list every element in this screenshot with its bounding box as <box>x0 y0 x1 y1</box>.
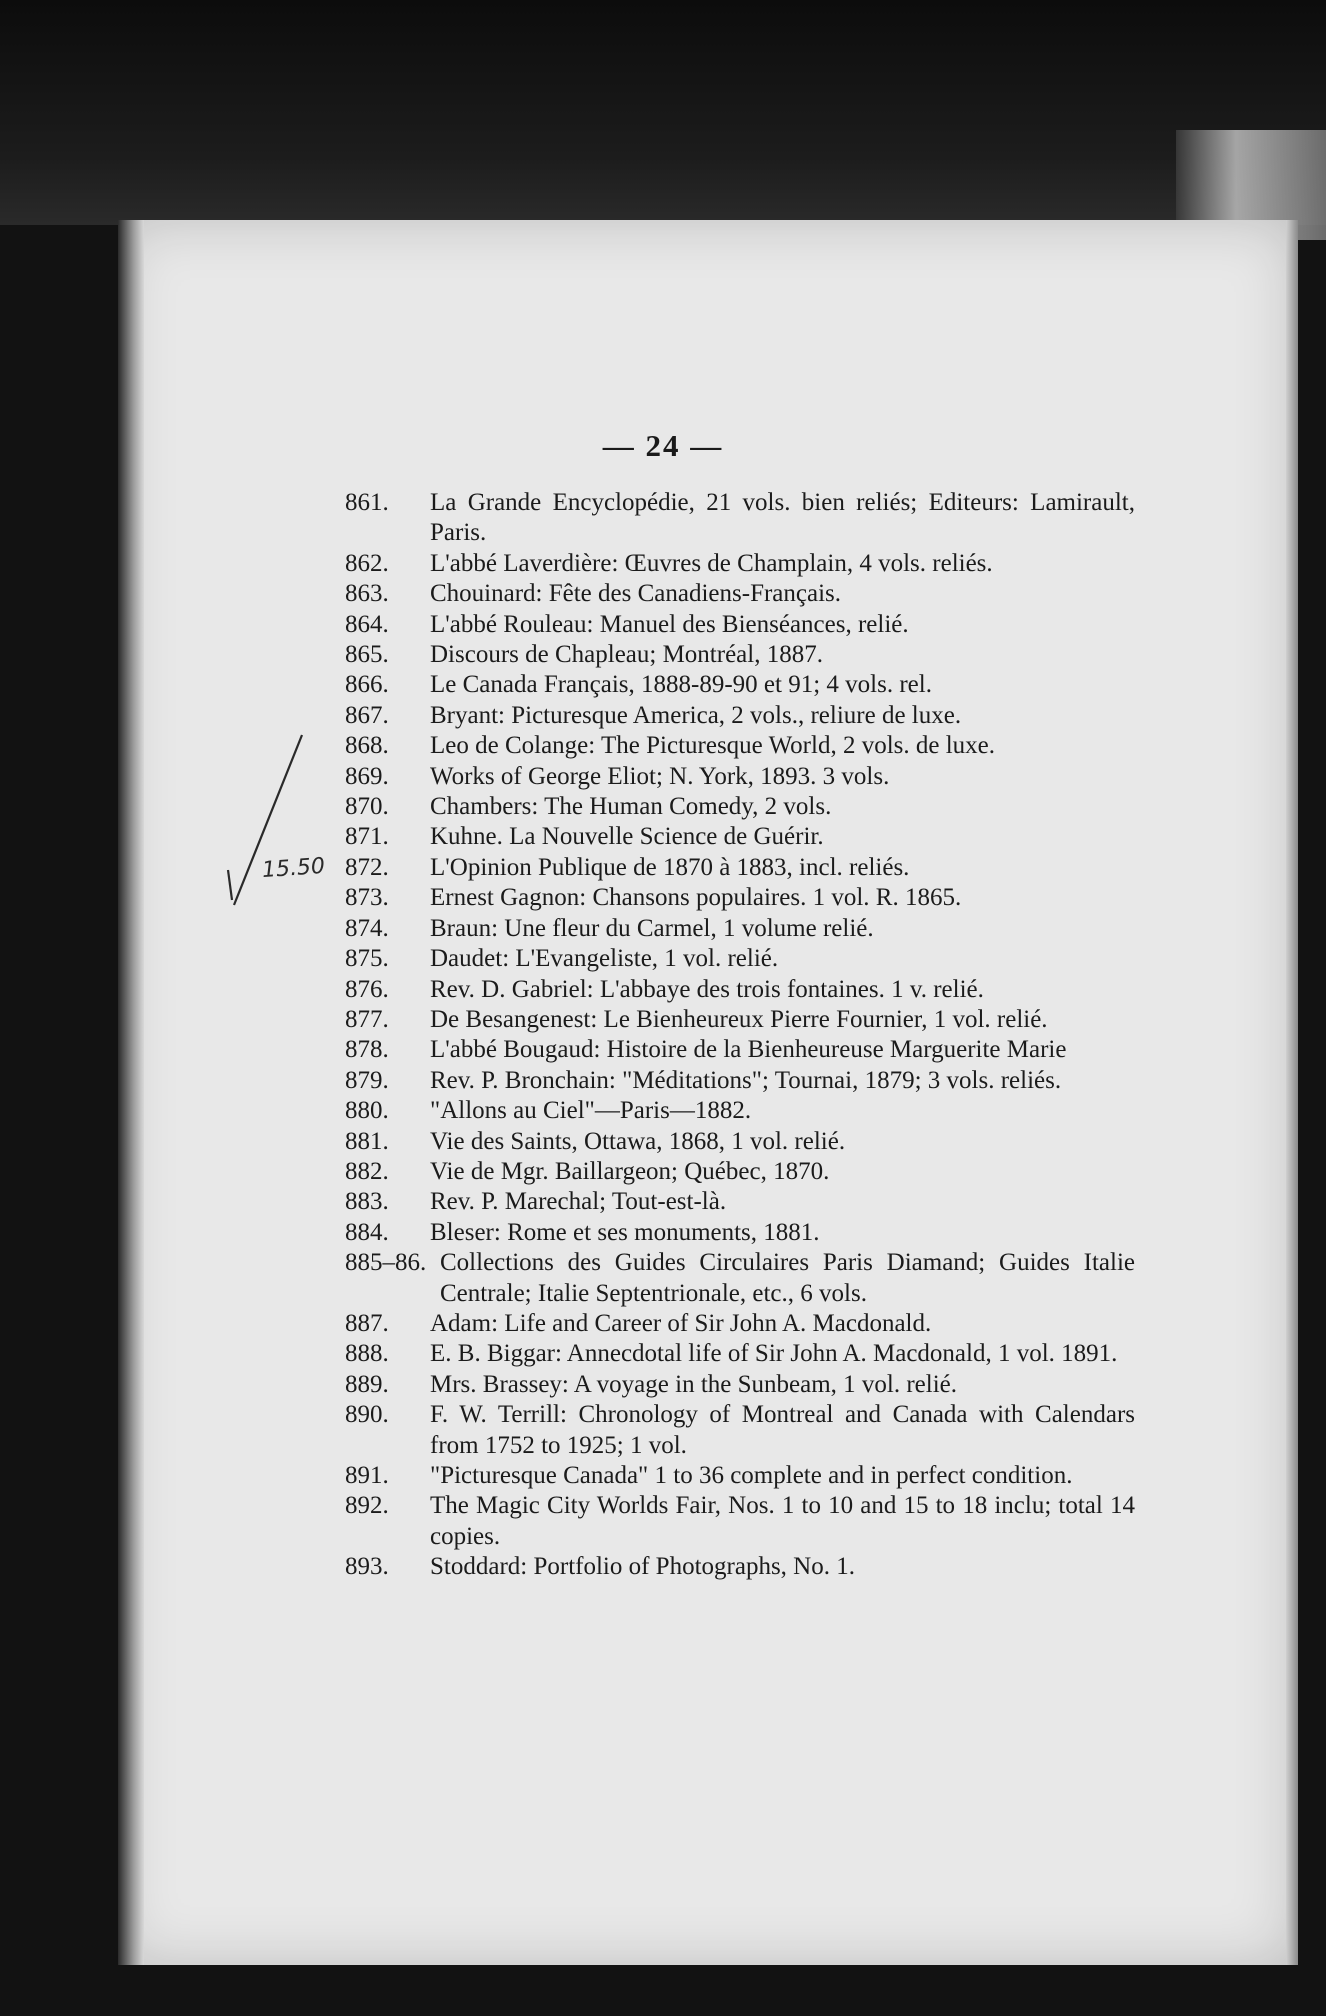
catalogue-entry <box>345 975 1135 1005</box>
film-strip-top <box>0 0 1326 225</box>
catalogue-entry <box>345 610 1135 640</box>
entry-number: 867. <box>345 701 389 729</box>
entry-text: "Picturesque Canada" 1 to 36 complete and in perfect condition. <box>430 1462 1073 1489</box>
entry-text: Chouinard: Fête des Canadiens-Français. <box>430 580 842 608</box>
catalogue-entry <box>345 1096 1135 1126</box>
entry-number: 869. <box>345 762 389 790</box>
entry-number: 864. <box>345 610 389 638</box>
entry-number: 883. <box>345 1188 389 1216</box>
entry-number: 879. <box>345 1066 389 1094</box>
catalogue-entry <box>345 701 1135 731</box>
entry-number: 871. <box>345 823 389 851</box>
catalogue-entry <box>345 1157 1135 1187</box>
entry-number: 876. <box>345 975 389 1003</box>
entry-text: L'abbé Rouleau: Manuel des Bienséances, relié. <box>430 610 909 638</box>
entry-number: 881. <box>345 1127 389 1155</box>
entry-text: Mrs. Brassey: A voyage in the Sunbeam, 1 vol. relié. <box>430 1370 958 1398</box>
entry-number: 873. <box>345 884 389 912</box>
catalogue-entry <box>345 853 1135 883</box>
entry-text: Braun: Une fleur du Carmel, 1 volume relié. <box>430 914 874 942</box>
catalogue-entry <box>345 731 1135 761</box>
catalogue-entry <box>345 579 1135 609</box>
catalogue-list <box>345 488 1135 1583</box>
catalogue-entry <box>345 1400 1135 1461</box>
entry-text: Le Canada Français, 1888-89-90 et 91; 4 vols. rel. <box>430 671 932 699</box>
entry-number: 863. <box>345 580 389 608</box>
entry-text: F. W. Terrill: Chronology of Montreal and Canada with Calendars from 1752 to 1925; 1 vol. <box>430 1401 1135 1459</box>
entry-text: Works of George Eliot; N. York, 1893. 3 vols. <box>430 762 890 790</box>
entry-number: 887. <box>345 1309 389 1337</box>
entry-text: Daudet: L'Evangeliste, 1 vol. relié. <box>430 945 779 973</box>
catalogue-entry <box>345 1370 1135 1400</box>
entry-text: Rev. P. Bronchain: "Méditations"; Tournai, 1879; 3 vols. reliés. <box>430 1066 1062 1094</box>
margin-check-mark <box>222 730 312 910</box>
catalogue-entry <box>345 1461 1135 1491</box>
entry-text: Vie de Mgr. Baillargeon; Québec, 1870. <box>430 1157 830 1185</box>
entry-number: 893. <box>345 1553 389 1581</box>
entry-number: 891. <box>345 1462 389 1489</box>
entry-text: Discours de Chapleau; Montréal, 1887. <box>430 641 823 669</box>
page-left-edge-shadow <box>118 220 144 1965</box>
catalogue-entry <box>345 1339 1135 1369</box>
entry-text: Leo de Colange: The Picturesque World, 2 vols. de luxe. <box>430 732 996 760</box>
catalogue-entry <box>345 822 1135 852</box>
entry-text: Collections des Guides Circulaires Paris Diamand; Guides Italie Centrale; Italie Septentrionale, etc., 6 vols. <box>440 1249 1135 1307</box>
entry-text: Chambers: The Human Comedy, 2 vols. <box>430 793 832 821</box>
page-right-edge-shadow <box>1286 220 1298 1965</box>
entry-number: 862. <box>345 549 389 577</box>
entry-text: Kuhne. La Nouvelle Science de Guérir. <box>430 823 824 851</box>
entry-number: 880. <box>345 1097 389 1125</box>
entry-number: 878. <box>345 1036 389 1064</box>
entry-number: 875. <box>345 945 389 973</box>
entry-text: Rev. P. Marechal; Tout-est-là. <box>430 1188 727 1216</box>
page-number: — 24 — <box>602 428 724 463</box>
catalogue-entry <box>345 914 1135 944</box>
catalogue-entry <box>345 1248 1135 1309</box>
catalogue-entry <box>345 762 1135 792</box>
entry-text: Ernest Gagnon: Chansons populaires. 1 vol. R. 1865. <box>430 884 962 912</box>
catalogue-entry <box>345 883 1135 913</box>
entry-number: 861. <box>345 489 389 516</box>
catalogue-entry <box>345 1035 1135 1065</box>
entry-number: 882. <box>345 1157 389 1185</box>
catalogue-entry <box>345 1005 1135 1035</box>
entry-text: Adam: Life and Career of Sir John A. Macdonald. <box>430 1309 932 1337</box>
entry-number: 888. <box>345 1340 389 1368</box>
catalogue-entry <box>345 1127 1135 1157</box>
entry-text: The Magic City Worlds Fair, Nos. 1 to 10 and 15 to 18 inclu; total 14 copies. <box>430 1492 1135 1550</box>
catalogue-entry <box>345 488 1135 549</box>
entry-text: L'abbé Laverdière: Œuvres de Champlain, 4 vols. reliés. <box>430 549 993 577</box>
entry-text: La Grande Encyclopédie, 21 vols. bien reliés; Editeurs: Lamirault, Paris. <box>430 489 1135 547</box>
entry-text: Bleser: Rome et ses monuments, 1881. <box>430 1218 820 1246</box>
entry-number: 868. <box>345 732 389 760</box>
catalogue-entry <box>345 1187 1135 1217</box>
catalogue-entry <box>345 640 1135 670</box>
catalogue-entry <box>345 670 1135 700</box>
entry-text: De Besangenest: Le Bienheureux Pierre Fournier, 1 vol. relié. <box>430 1005 1048 1033</box>
catalogue-entry <box>345 549 1135 579</box>
entry-text: Bryant: Picturesque America, 2 vols., reliure de luxe. <box>430 701 962 729</box>
entry-text: "Allons au Ciel"—Paris—1882. <box>430 1097 752 1125</box>
catalogue-entry <box>345 1552 1135 1582</box>
catalogue-entry <box>345 1218 1135 1248</box>
catalogue-entry <box>345 1309 1135 1339</box>
entry-number: 884. <box>345 1218 389 1246</box>
entry-text: Rev. D. Gabriel: L'abbaye des trois fontaines. 1 v. relié. <box>430 975 984 1003</box>
entry-number: 865. <box>345 641 389 669</box>
entry-number: 870. <box>345 793 389 821</box>
entry-text: L'abbé Bougaud: Histoire de la Bienheureuse Marguerite Marie <box>430 1036 1067 1064</box>
catalogue-entry <box>345 1066 1135 1096</box>
entry-number: 874. <box>345 914 389 942</box>
entry-text: Stoddard: Portfolio of Photographs, No. 1. <box>430 1553 855 1581</box>
entry-number: 892. <box>345 1492 389 1520</box>
entry-number: 890. <box>345 1401 389 1429</box>
margin-price-note: 15.50 <box>261 853 326 884</box>
entry-number: 885–86. <box>345 1249 427 1277</box>
entry-text: E. B. Biggar: Annecdotal life of Sir John A. Macdonald, 1 vol. 1891. <box>430 1340 1118 1368</box>
entry-number: 889. <box>345 1370 389 1398</box>
entry-number: 877. <box>345 1005 389 1033</box>
catalogue-entry <box>345 1491 1135 1552</box>
catalogue-entry <box>345 792 1135 822</box>
entry-text: Vie des Saints, Ottawa, 1868, 1 vol. relié. <box>430 1127 846 1155</box>
entry-number: 866. <box>345 671 389 699</box>
catalogue-entry <box>345 944 1135 974</box>
entry-text: L'Opinion Publique de 1870 à 1883, incl. reliés. <box>430 853 910 881</box>
entry-number: 872. <box>345 853 389 881</box>
